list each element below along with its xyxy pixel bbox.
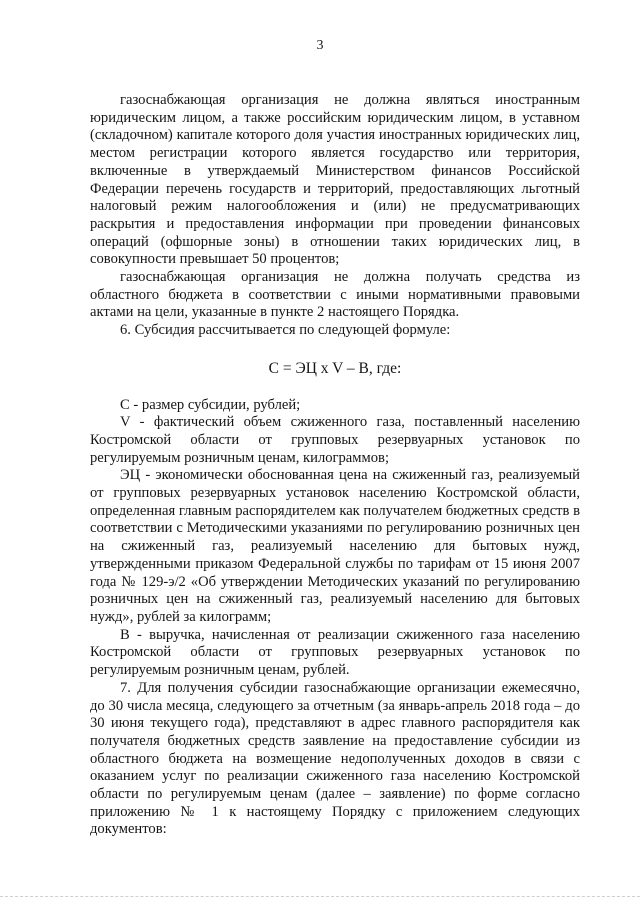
subsidy-formula: С = ЭЦ x V – В, где: [268, 359, 402, 377]
paragraph-foreign-entity: газоснабжающая организация не должна являться иностранным юридическим лицом, а также российским юридическим лицом, в уставном (складочном) капитале которого доля участия иностранных юридических лиц, местом регистрации которого является государство или территория, включенные в утверждаемый Министерством финансов Российской Федерации перечень государств и территорий, предоставляющих льготный налоговый режим налогообложения и (или) не предусматривающих раскрытия и предоставления информации при проведении финансовых операций (офшорные зоны) в отношении таких юридических лиц, в совокупности превышает 50 процентов; [90, 92, 580, 268]
definition-c: С - размер субсидии, рублей; [120, 396, 301, 413]
definition-v: V - фактический объем сжиженного газа, поставленный населению Костромской области от групповых резервуарных установок по регулируемым розничным ценам, килограммов; [90, 414, 580, 466]
paragraph-item-6: 6. Субсидия рассчитывается по следующей формуле: [120, 322, 451, 339]
document-body [90, 92, 580, 839]
page-number: 3 [316, 38, 324, 53]
page-bottom-edge [0, 896, 640, 897]
definition-ec: ЭЦ - экономически обоснованная цена на сжиженный газ, реализуемый от групповых резервуарных установок населению Костромской области, определенная главным распорядителем как получателем бюджетных средств в соответствии с Методическими указаниями по регулированию розничных цен на сжиженный газ, реализуемый населению для бытовых нужд, утвержденными приказом Федеральной службы по тарифам от 15 июня 2007 года № 129-э/2 «Об утверждении Методических указаний по регулированию розничных цен на сжиженный газ, реализуемый населению для бытовых нужд», рублей за килограмм; [90, 467, 580, 625]
definition-b: В - выручка, начисленная от реализации сжиженного газа населению Костромской области от групповых резервуарных установок по регулируемым розничным ценам, рублей. [90, 626, 580, 679]
paragraph-item-7: 7. Для получения субсидии газоснабжающие организации ежемесячно, до 30 числа месяца, следующего за отчетным (за январь-апрель 2018 года – до 30 июня текущего года), представляют в адрес главного распорядителя как получателя бюджетных средств заявление на предоставление субсидии из областного бюджета на возмещение недополученных доходов в связи с оказанием услуг по реализации сжиженного газа населению Костромской области по регулируемым ценам (далее – заявление) по форме согласно приложению № 1 к настоящему Порядку с приложением следующих документов: [90, 679, 580, 838]
paragraph-budget-funds: газоснабжающая организация не должна получать средства из областного бюджета в соответствии с иными нормативными правовыми актами на цели, указанные в пункте 2 настоящего Порядка. [90, 269, 580, 321]
